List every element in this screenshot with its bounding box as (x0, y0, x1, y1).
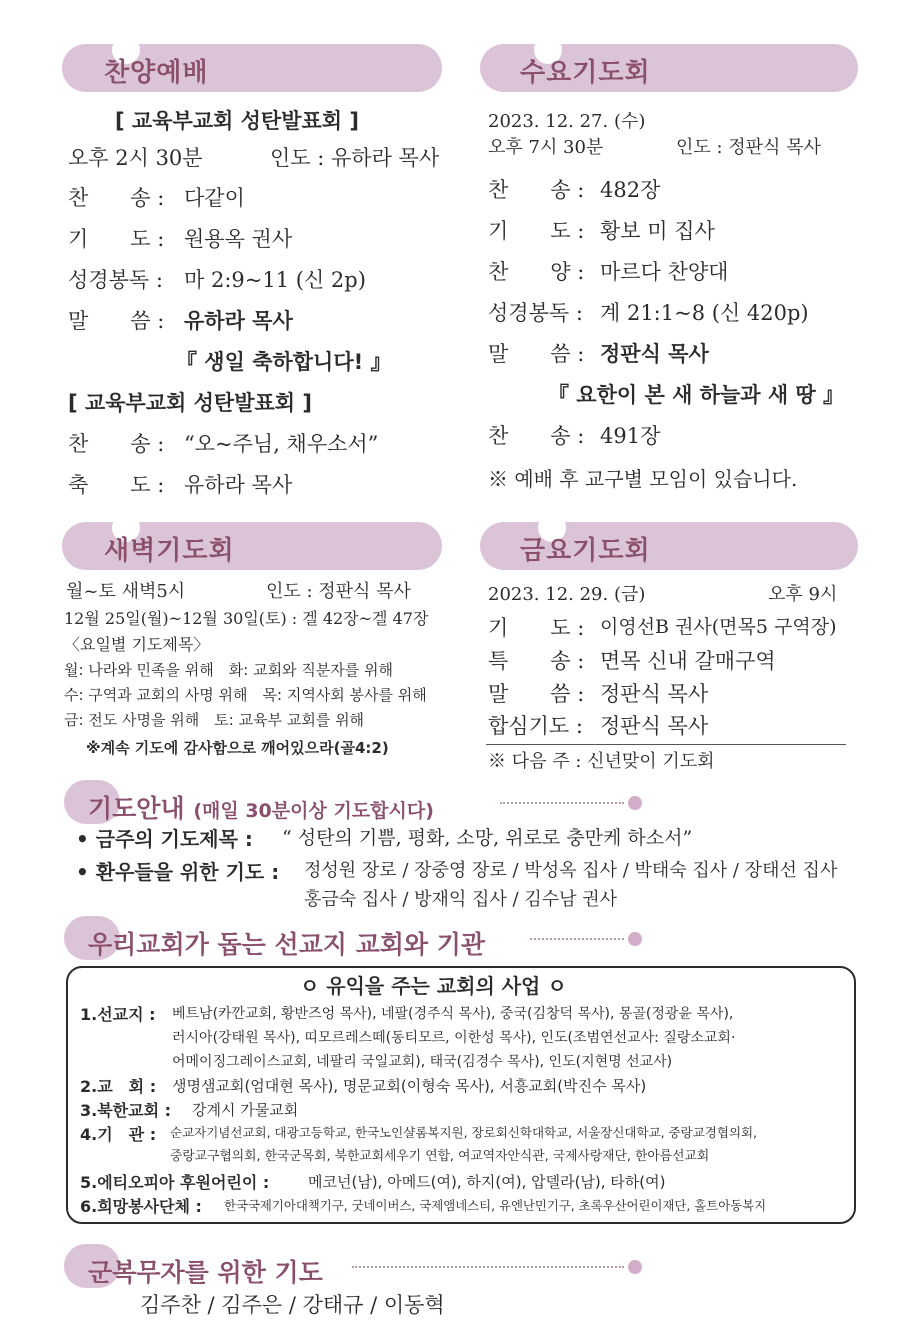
dawn-leader: 인도 : 정판식 목사 (266, 581, 411, 602)
friday-next: ※ 다음 주 : 신년맞이 기도회 (488, 751, 715, 772)
mission-3-label: 3.북한교회 : (80, 1101, 172, 1120)
dawn-range: 12월 25일(월)~12월 30일(토) : 겔 42장~겔 47장 (64, 609, 429, 628)
praise-hymn2-label: 찬 송 : (68, 432, 165, 456)
prayer-topic: “ 성탄의 기쁨, 평화, 소망, 위로로 충만케 하소서” (282, 827, 693, 849)
missions-box-title: ㅇ 유익을 주는 교회의 사업 ㅇ (300, 974, 567, 998)
prayer-sick-line1: 정성원 장로 / 장중영 장로 / 박성옥 집사 / 박태숙 집사 / 장태선 집사 (304, 860, 838, 881)
friday-special: 면목 신내 갈매구역 (600, 649, 776, 673)
prayer-sick-label: • 환우들을 위한 기도 : (76, 860, 280, 884)
praise-reading: 마 2:9~11 (신 2p) (184, 268, 366, 292)
praise-hymn: 다같이 (184, 186, 245, 210)
friday-prayer: 이영선B 권사(면목5 구역장) (600, 616, 837, 638)
mission-4-label: 4.기 관 : (80, 1125, 157, 1144)
missions-endball (628, 932, 642, 946)
prayer-guide-subtitle: (매일 30분이상 기도합시다) (193, 800, 434, 822)
dawn-topic-3: 금: 전도 사명을 위해 토: 교육부 교회를 위해 (64, 711, 365, 729)
mission-1-line3: 어메이징그레이스교회, 네팔리 국일교회), 태국(김경수 목사), 인도(지현명 선교사) (172, 1054, 673, 1070)
mission-1-label: 1.선교지 : (80, 1005, 156, 1024)
prayer-guide-endball (628, 796, 642, 810)
praise-prayer: 원용옥 권사 (184, 227, 293, 251)
missions-title: 우리교회가 돕는 선교지 교회와 기관 (88, 930, 486, 959)
wednesday-prayer-label: 기 도 : (488, 219, 585, 243)
mission-5-line1: 메코넌(남), 아메드(여), 하지(여), 압델라(남), 타하(여) (308, 1173, 666, 1191)
friday-prayer-label: 기 도 : (488, 616, 585, 640)
wednesday-choir: 마르다 찬양대 (600, 260, 729, 284)
wednesday-prayer: 황보 미 집사 (600, 219, 715, 243)
wednesday-choir-label: 찬 양 : (488, 260, 585, 284)
friday-time: 오후 9시 (768, 584, 838, 605)
wednesday-hymn2-label: 찬 송 : (488, 424, 585, 448)
friday-date: 2023. 12. 29. (금) (488, 584, 646, 605)
praise-title: 찬양예배 (104, 58, 209, 88)
friday-sermon: 정판식 목사 (600, 682, 709, 706)
mission-5-label: 5.에티오피아 후원어린이 : (80, 1173, 270, 1192)
prayer-guide-title (88, 789, 434, 825)
wednesday-reading: 계 21:1~8 (신 420p) (600, 301, 809, 325)
praise-sermon-title: 『 생일 축하합니다! 』 (176, 350, 392, 374)
wednesday-sermon: 정판식 목사 (600, 342, 709, 366)
praise-prayer-label: 기 도 : (68, 227, 165, 251)
praise-bless: 유하라 목사 (184, 473, 293, 497)
wednesday-sermon-label: 말 씀 : (488, 342, 585, 366)
praise-bless-label: 축 도 : (68, 473, 165, 497)
mission-2-label: 2.교 회 : (80, 1077, 157, 1096)
military-title: 군복무자를 위한 기도 (88, 1258, 323, 1287)
friday-special-label: 특 송 : (488, 649, 585, 673)
mission-1-line2: 러시아(강태원 목사), 띠모르레스떼(동티모르, 이한성 목사), 인도(조범연선교사: 질랑소교회· (172, 1030, 736, 1046)
mission-6-label: 6.희망봉사단체 : (80, 1197, 202, 1216)
friday-unison: 정판식 목사 (600, 714, 709, 738)
friday-unison-label: 합심기도 : (488, 714, 583, 738)
prayer-guide-dotline (500, 802, 624, 804)
friday-sermon-label: 말 씀 : (488, 682, 585, 706)
mission-4-line2: 중랑교구협의회, 한국군목회, 북한교회세우기 연합, 여교역자안식관, 국제사랑재단, 한아름선교회 (170, 1149, 710, 1164)
praise-leader: 인도 : 유하라 목사 (270, 146, 440, 170)
dawn-topics-heading: 〈요일별 기도제목〉 (64, 635, 210, 654)
praise-sermon-label: 말 씀 : (68, 309, 165, 333)
friday-divider (486, 744, 846, 745)
military-endball (628, 1260, 642, 1274)
dawn-time: 월~토 새벽5시 (66, 581, 186, 602)
mission-3-line1: 강계시 가물교회 (192, 1101, 299, 1119)
wednesday-hymn-label: 찬 송 : (488, 178, 585, 202)
praise-hymn2: “오~주님, 채우소서” (184, 432, 379, 456)
dawn-verse: ※계속 기도에 감사함으로 깨어있으라(골4:2) (86, 739, 389, 757)
mission-2-line1: 생명샘교회(엄대현 목사), 명문교회(이형숙 목사), 서흥교회(박진수 목사) (172, 1077, 647, 1095)
mission-1-line1: 베트남(카깐교회, 황반즈엉 목사), 네팔(경주식 목사), 중국(김창덕 목사), 몽골(정광윤 목사), (172, 1006, 734, 1022)
missions-dotline (530, 938, 624, 940)
dawn-topic-1: 월: 나라와 민족을 위해 화: 교회와 직분자를 위해 (64, 661, 394, 679)
wednesday-reading-label: 성경봉독 : (488, 301, 583, 325)
praise-heading2: [ 교육부교회 성탄발표회 ] (68, 391, 312, 415)
praise-sermon: 유하라 목사 (184, 309, 293, 333)
wednesday-date: 2023. 12. 27. (수) (488, 111, 646, 132)
praise-hymn-label: 찬 송 : (68, 186, 165, 210)
wednesday-hymn2: 491장 (600, 424, 661, 448)
dawn-title: 새벽기도회 (104, 536, 235, 566)
wednesday-sermon-title: 『 요한이 본 새 하늘과 새 땅 』 (548, 383, 845, 407)
prayer-sick-line2: 홍금숙 집사 / 방재익 집사 / 김수남 권사 (304, 889, 617, 910)
praise-time: 오후 2시 30분 (68, 146, 203, 170)
mission-6-line1: 한국국제기아대책기구, 굿네이버스, 국제앰네스티, 유엔난민기구, 초록우산어린이재단, 홀트아동복지 (224, 1198, 767, 1213)
dawn-topic-2: 수: 구역과 교회의 사명 위해 목: 지역사회 봉사를 위해 (64, 686, 427, 704)
friday-title: 금요기도회 (520, 536, 651, 566)
praise-reading-label: 성경봉독 : (68, 268, 163, 292)
military-names: 김주찬 / 김주은 / 강태규 / 이동혁 (140, 1293, 445, 1317)
wednesday-title: 수요기도회 (520, 58, 651, 88)
wednesday-leader: 인도 : 정판식 목사 (676, 137, 821, 158)
praise-heading1: [ 교육부교회 성탄발표회 ] (115, 109, 359, 133)
wednesday-time: 오후 7시 30분 (488, 137, 604, 158)
wednesday-note: ※ 예배 후 교구별 모임이 있습니다. (488, 467, 798, 491)
prayer-guide-title-text: 기도안내 (88, 794, 185, 823)
military-dotline (352, 1266, 624, 1268)
prayer-topic-label: • 금주의 기도제목 : (76, 827, 253, 851)
mission-4-line1: 순교자기념선교회, 대광고등학교, 한국노인샬롬복지원, 장로회신학대학교, 서울장신대학교, 중랑교경협의회, (170, 1125, 758, 1140)
wednesday-hymn: 482장 (600, 178, 661, 202)
